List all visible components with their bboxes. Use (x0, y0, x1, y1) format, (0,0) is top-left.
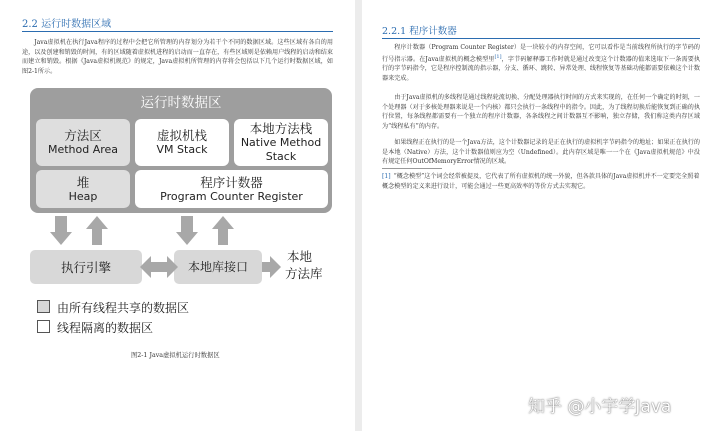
heap-en: Heap (68, 189, 98, 203)
heap-box (36, 170, 130, 208)
runtime-data-area-title: 运行时数据区 (140, 95, 222, 111)
vm-stack-en: VM Stack (156, 143, 208, 156)
method-area-cn: 方法区 (64, 128, 102, 143)
native-stack-en1: Native Method (240, 136, 322, 149)
native-stack-cn: 本地方法栈 (249, 121, 313, 136)
subsection-heading: 2.2.1 程序计数器 (382, 26, 457, 37)
vm-stack-cn: 虚拟机栈 (156, 128, 207, 143)
execution-engine-box (30, 250, 142, 284)
footnote-ref[interactable]: [1] (494, 53, 502, 60)
footnote-rule (382, 168, 442, 169)
method-area-box (36, 119, 130, 166)
native-library-line1: 本地 (287, 249, 313, 264)
intro-paragraph: Java虚拟机在执行Java程序的过程中会把它所管理的内存划分为若干个不同的数据区域。这些区域有各自的用途，以及创建和销毁的时间，有的区域随着虚拟机进程的启动而一直存在，有些区域则是依赖用户线程的启动和结束而建立和销毁。根据《Java虚拟机规范》的规定，Java虚拟机所管理的内存将会包括以下几个运行时数据区域，如图2-1所示。 (22, 39, 333, 75)
arrow-up-icon (212, 216, 234, 245)
arrow-down-icon (50, 216, 72, 245)
watermark: 知乎 @小宇学Java (528, 397, 672, 417)
arrow-up-icon (86, 216, 108, 245)
legend-isolated-label: 线程隔离的数据区 (57, 321, 154, 335)
section-heading: 2.2 运行时数据区域 (22, 19, 112, 30)
footnote (382, 172, 700, 191)
paragraph-1 (382, 43, 700, 83)
paragraph-2: 由于Java虚拟机的多线程是通过线程轮流切换、分配处理器执行时间的方式来实现的，在任何一个确定的时刻，一个处理器（对于多核处理器来说是一个内核）都只会执行一条线程中的指令。因此，为了线程切换后能恢复到正确的执行位置，每条线程都需要有一个独立的程序计数器，各条线程之间计数器互不影响，独立存储，我们称这类内存区域为“线程私有”的内存。 (382, 94, 700, 130)
legend-shared-label: 由所有线程共享的数据区 (57, 301, 190, 315)
method-area-en: Method Area (47, 143, 119, 156)
native-method-stack-box (234, 119, 328, 166)
subsection-rule (382, 38, 700, 39)
arrow-right-icon (262, 256, 281, 278)
pc-en: Program Counter Register (160, 189, 303, 203)
program-counter-box (135, 170, 328, 208)
footnote-text: “概念模型”这个词会经常被提及，它代表了所有虚拟机的统一外貌，但各款具体的Java虚拟机并不一定要完全照着概念模型的定义来进行设计，可能会通过一些更高效率的等价方式去实现它。 (382, 173, 700, 190)
exec-engine-arrows (50, 214, 110, 248)
paragraph-1-part-b: ，字节码解释器工作时就是通过改变这个计数器的值来选取下一条需要执行的字节码指令，它是程序控制流的指示器，分支、循环、跳转、异常处理、线程恢复等基础功能都需要依赖这个计数器来完成。 (382, 55, 701, 82)
engine-interface-arrow (140, 254, 178, 280)
pc-cn: 程序计数器 (200, 174, 263, 190)
vm-stack-box (135, 119, 229, 166)
execution-engine-label: 执行引擎 (60, 259, 111, 275)
heap-cn: 堆 (76, 174, 90, 190)
native-interface-label: 本地库接口 (187, 259, 248, 274)
legend-isolated-swatch (37, 320, 50, 333)
paragraph-1-part-a: 程序计数器（Program Counter Register）是一块较小的内存空间，它可以看作是当前线程所执行的字节码的行号指示器。在Java虚拟机的概念模型里 (382, 44, 700, 63)
native-stack-en2: Stack (265, 150, 297, 163)
right-page (362, 0, 720, 431)
footnote-number: [1] (382, 173, 391, 180)
legend-shared-swatch (37, 300, 50, 313)
library-arrow (262, 256, 282, 278)
native-interface-arrows (176, 214, 236, 248)
native-library-label (285, 248, 323, 282)
native-library-line2: 方法库 (285, 266, 323, 281)
double-arrow-icon (140, 256, 178, 278)
native-interface-box (174, 250, 262, 284)
paragraph-3: 如果线程正在执行的是一个Java方法，这个计数器记录的是正在执行的虚拟机字节码指令的地址；如果正在执行的是本地（Native）方法，这个计数器值则应为空（Undefined）。此内存区域是唯一一个在《Java虚拟机规范》中没有规定任何OutOfMemoryError情况的区域。 (382, 139, 700, 166)
arrow-down-icon (176, 216, 198, 245)
figure-caption: 图2-1 Java虚拟机运行时数据区 (131, 352, 220, 359)
heading-rule (22, 31, 333, 32)
